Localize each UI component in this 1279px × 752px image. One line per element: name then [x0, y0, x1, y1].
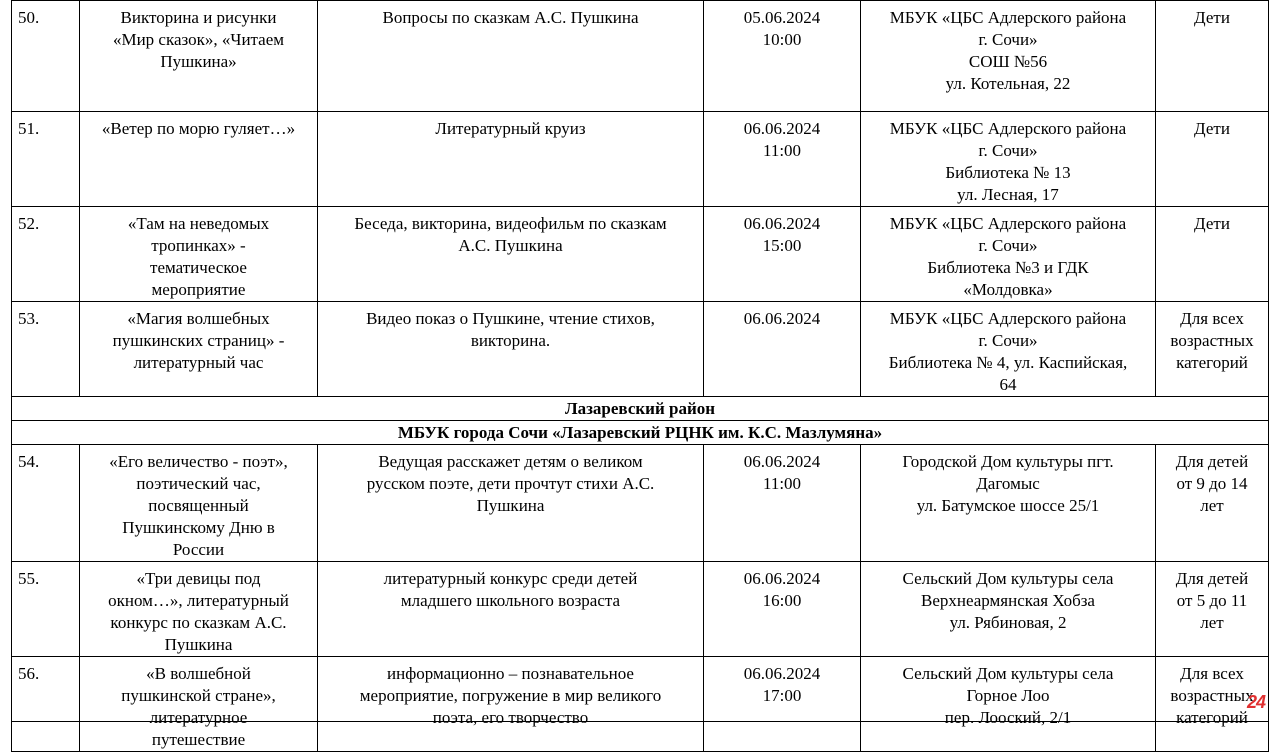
section-title-district: Лазаревский район — [12, 397, 1269, 421]
event-title — [80, 1, 318, 112]
event-title-line: Пушкинскому Дню в — [122, 518, 275, 537]
event-venue-line: Городской Дом культуры пгт. — [902, 452, 1114, 471]
event-venue-line: г. Сочи» — [978, 30, 1038, 49]
event-title-line: России — [172, 540, 225, 559]
event-venue-line: Сельский Дом культуры села — [902, 569, 1114, 588]
event-venue-line: Дагомыс — [976, 474, 1040, 493]
table-body-lazarevsky — [12, 445, 1269, 752]
event-title-line: «Его величество - поэт», — [109, 452, 288, 471]
event-title — [80, 445, 318, 562]
table-row — [12, 112, 1269, 207]
event-title-line: Пушкина» — [160, 52, 237, 71]
event-venue — [861, 1, 1156, 112]
event-datetime-line: 05.06.2024 — [743, 8, 821, 27]
event-venue-line: 64 — [999, 375, 1017, 394]
event-venue — [861, 207, 1156, 302]
event-description — [318, 302, 704, 397]
event-description-line: мероприятие, погружение в мир великого — [359, 686, 662, 705]
table-row — [12, 207, 1269, 302]
event-title-line: «В волшебной — [146, 664, 251, 683]
event-venue-line: Библиотека №3 и ГДК — [927, 258, 1089, 277]
table-body-sections — [12, 397, 1269, 445]
event-venue — [861, 302, 1156, 397]
event-audience-line: возрастных — [1170, 686, 1254, 705]
event-title-line: «Мир сказок», «Читаем — [112, 30, 285, 49]
event-audience — [1156, 562, 1269, 657]
event-audience-line: Для детей — [1175, 452, 1249, 471]
event-description-line: Ведущая расскажет детям о великом — [378, 452, 643, 471]
event-datetime-line: 16:00 — [762, 591, 802, 610]
event-datetime-line: 06.06.2024 — [743, 309, 821, 328]
event-title-line: Викторина и рисунки — [120, 8, 277, 27]
event-venue-line: ул. Котельная, 22 — [945, 74, 1071, 93]
event-title-line: литературный час — [133, 353, 264, 372]
event-venue-line: «Молдовка» — [963, 280, 1053, 299]
event-description-line: младшего школьного возраста — [400, 591, 621, 610]
event-venue — [861, 562, 1156, 657]
event-venue-line: пер. Лооский, 2/1 — [944, 708, 1072, 727]
table-body-adler — [12, 1, 1269, 397]
event-audience — [1156, 1, 1269, 112]
event-datetime-line: 11:00 — [762, 474, 802, 493]
event-description-line: Литературный круиз — [435, 119, 586, 138]
event-title-line: посвященный — [148, 496, 249, 515]
event-venue-line: МБУК «ЦБС Адлерского района — [889, 8, 1127, 27]
event-description — [318, 112, 704, 207]
event-title — [80, 207, 318, 302]
event-audience-line: возрастных — [1170, 331, 1254, 350]
event-title-line: конкурс по сказкам А.С. — [110, 613, 287, 632]
event-venue-line: ул. Лесная, 17 — [957, 185, 1059, 204]
event-audience — [1156, 445, 1269, 562]
event-description-line: русском поэте, дети прочтут стихи А.С. — [366, 474, 655, 493]
event-audience-line: категорий — [1176, 708, 1248, 727]
event-description-line: Беседа, викторина, видеофильм по сказкам — [354, 214, 667, 233]
event-datetime-line: 06.06.2024 — [743, 452, 821, 471]
event-venue-line: Библиотека № 4, ул. Каспийская, — [888, 353, 1128, 372]
event-datetime-line: 06.06.2024 — [743, 664, 821, 683]
event-title — [80, 562, 318, 657]
event-title-line: поэтический час, — [136, 474, 261, 493]
event-number: 51. — [12, 112, 80, 207]
event-venue-line: МБУК «ЦБС Адлерского района — [889, 309, 1127, 328]
event-audience-line: категорий — [1176, 353, 1248, 372]
event-description-line: поэта, его творчество — [432, 708, 589, 727]
event-number: 52. — [12, 207, 80, 302]
event-audience-line: Для всех — [1180, 664, 1244, 683]
event-description-line: литературный конкурс среди детей — [383, 569, 638, 588]
event-datetime — [704, 112, 861, 207]
event-title-line: Пушкина — [164, 635, 233, 654]
event-title-line: «Там на неведомых — [127, 214, 270, 233]
event-number: 53. — [12, 302, 80, 397]
event-audience-line: лет — [1200, 496, 1224, 515]
section-row-organization — [12, 421, 1269, 445]
event-audience-line: Для всех — [1180, 309, 1244, 328]
event-title-line: мероприятие — [151, 280, 246, 299]
event-description — [318, 207, 704, 302]
event-audience-line: Дети — [1194, 214, 1230, 233]
event-title — [80, 657, 318, 752]
event-description — [318, 562, 704, 657]
event-venue-line: г. Сочи» — [978, 141, 1038, 160]
event-audience-line: Дети — [1194, 119, 1230, 138]
event-number: 56. — [12, 657, 80, 752]
event-venue-line: ул. Рябиновая, 2 — [949, 613, 1067, 632]
event-description-line: Видео показ о Пушкине, чтение стихов, — [366, 309, 655, 328]
event-title-line: тропинках» - — [151, 236, 246, 255]
event-datetime-line: 17:00 — [762, 686, 802, 705]
event-description — [318, 445, 704, 562]
event-audience — [1156, 302, 1269, 397]
event-venue-line: Сельский Дом культуры села — [902, 664, 1114, 683]
event-venue-line: г. Сочи» — [978, 331, 1038, 350]
event-venue-line: СОШ №56 — [968, 52, 1048, 71]
event-description-line: А.С. Пушкина — [458, 236, 563, 255]
event-number: 50. — [12, 1, 80, 112]
event-description-line: Вопросы по сказкам А.С. Пушкина — [382, 8, 639, 27]
event-audience-line: Дети — [1194, 8, 1230, 27]
event-datetime — [704, 1, 861, 112]
event-description-line: информационно – познавательное — [387, 664, 634, 683]
event-venue-line: ул. Батумское шоссе 25/1 — [916, 496, 1100, 515]
event-datetime-line: 11:00 — [762, 141, 802, 160]
event-title-line: окном…», литературный — [108, 591, 289, 610]
event-title-line: тематическое — [150, 258, 247, 277]
events-table — [11, 0, 1269, 752]
event-title-line: путешествие — [151, 730, 246, 749]
table-row — [12, 445, 1269, 562]
event-venue — [861, 657, 1156, 752]
page-bottom-rule — [11, 721, 1268, 722]
event-venue-line: Верхнеармянская Хобза — [921, 591, 1095, 610]
event-description — [318, 1, 704, 112]
event-datetime — [704, 207, 861, 302]
event-datetime — [704, 445, 861, 562]
section-row-district — [12, 397, 1269, 421]
event-description-line: Пушкина — [476, 496, 545, 515]
table-row — [12, 562, 1269, 657]
section-title-organization: МБУК города Сочи «Лазаревский РЦНК им. К.С. Мазлумяна» — [12, 421, 1269, 445]
event-title-line: «Ветер по морю гуляет…» — [101, 119, 296, 138]
event-venue — [861, 112, 1156, 207]
table-row — [12, 657, 1269, 752]
event-title-line: «Магия волшебных — [127, 309, 270, 328]
event-datetime-line: 06.06.2024 — [743, 569, 821, 588]
event-datetime-line: 10:00 — [762, 30, 802, 49]
event-venue-line: МБУК «ЦБС Адлерского района — [889, 119, 1127, 138]
event-description-line: викторина. — [470, 331, 551, 350]
event-venue — [861, 445, 1156, 562]
site-logo: 24 — [1246, 692, 1265, 712]
event-datetime-line: 06.06.2024 — [743, 119, 821, 138]
event-number: 54. — [12, 445, 80, 562]
table-row — [12, 302, 1269, 397]
event-title-line: «Три девицы под — [136, 569, 261, 588]
event-audience-line: от 9 до 14 — [1176, 474, 1248, 493]
event-datetime — [704, 562, 861, 657]
event-title-line: пушкинских страниц» - — [112, 331, 285, 350]
event-title-line: пушкинской стране», — [121, 686, 276, 705]
event-audience — [1156, 207, 1269, 302]
event-datetime — [704, 657, 861, 752]
event-title-line: литературное — [149, 708, 248, 727]
event-datetime-line: 06.06.2024 — [743, 214, 821, 233]
event-venue-line: МБУК «ЦБС Адлерского района — [889, 214, 1127, 233]
event-title — [80, 112, 318, 207]
event-venue-line: Горное Лоо — [966, 686, 1050, 705]
event-venue-line: г. Сочи» — [978, 236, 1038, 255]
event-datetime-line: 15:00 — [762, 236, 802, 255]
table-row — [12, 1, 1269, 112]
event-venue-line: Библиотека № 13 — [945, 163, 1071, 182]
event-audience-line: лет — [1200, 613, 1224, 632]
event-number: 55. — [12, 562, 80, 657]
event-title — [80, 302, 318, 397]
event-datetime — [704, 302, 861, 397]
event-description — [318, 657, 704, 752]
event-audience-line: от 5 до 11 — [1176, 591, 1248, 610]
event-audience-line: Для детей — [1175, 569, 1249, 588]
event-audience — [1156, 112, 1269, 207]
